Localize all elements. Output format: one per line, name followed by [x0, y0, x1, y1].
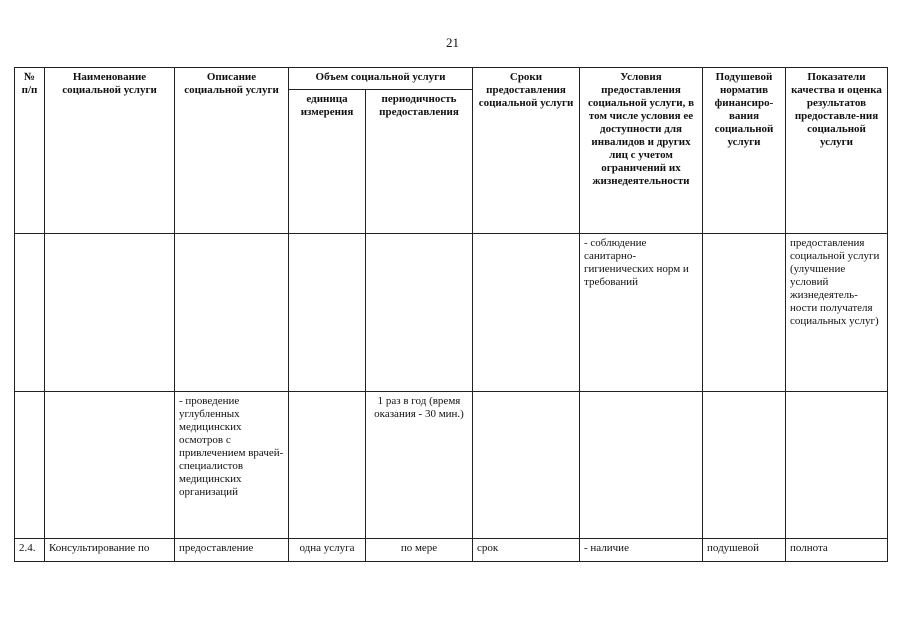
table-row [15, 539, 888, 562]
header-norm: Подушевой норматив финансиро-вания социальной услуги [703, 68, 786, 234]
page-number: 21 [446, 35, 459, 50]
header-volume: Объем социальной услуги [289, 68, 473, 90]
table-row [15, 392, 888, 539]
cell-name [45, 392, 175, 539]
cell-num [15, 392, 45, 539]
header-conditions: Условия предоставления социальной услуги, в том числе условия ее доступности для инвалидов и других лиц с учетом ограничений их жизнедеятельности [580, 68, 703, 234]
services-table [14, 67, 888, 562]
cell-indicators [786, 392, 888, 539]
header-name: Наименование социальной услуги [45, 68, 175, 234]
header-num: № п/п [15, 68, 45, 234]
cell-norm [703, 392, 786, 539]
header-description: Описание социальной услуги [175, 68, 289, 234]
cell-indicators: полнота [786, 539, 888, 562]
cell-terms [473, 392, 580, 539]
cell-norm: подушевой [703, 539, 786, 562]
header-terms: Сроки предоставления социальной услуги [473, 68, 580, 234]
header-indicators: Показатели качества и оценка результатов предоставле-ния социальной услуги [786, 68, 888, 234]
header-unit: единица измерения [289, 90, 366, 234]
cell-terms: срок [473, 539, 580, 562]
cell-conditions [580, 392, 703, 539]
cell-unit [289, 234, 366, 392]
cell-periodicity: по мере [366, 539, 473, 562]
cell-periodicity [366, 234, 473, 392]
table-row [15, 234, 888, 392]
cell-name: Консультирование по [45, 539, 175, 562]
cell-num [15, 234, 45, 392]
cell-unit [289, 392, 366, 539]
cell-unit: одна услуга [289, 539, 366, 562]
cell-conditions: - соблюдение санитарно-гигиенических норм и требований [580, 234, 703, 392]
cell-periodicity: 1 раз в год (время оказания - 30 мин.) [366, 392, 473, 539]
cell-conditions: - наличие [580, 539, 703, 562]
cell-description: - проведение углубленных медицинских осмотров с привлечением врачей-специалистов медицинских организаций [175, 392, 289, 539]
cell-name [45, 234, 175, 392]
header-periodicity: периодичность предоставления [366, 90, 473, 234]
cell-terms [473, 234, 580, 392]
cell-description [175, 234, 289, 392]
cell-norm [703, 234, 786, 392]
cell-indicators: предоставления социальной услуги (улучшение условий жизнедеятель-ности получателя социальных услуг) [786, 234, 888, 392]
cell-description: предоставление [175, 539, 289, 562]
header-row [15, 68, 888, 90]
cell-num: 2.4. [15, 539, 45, 562]
